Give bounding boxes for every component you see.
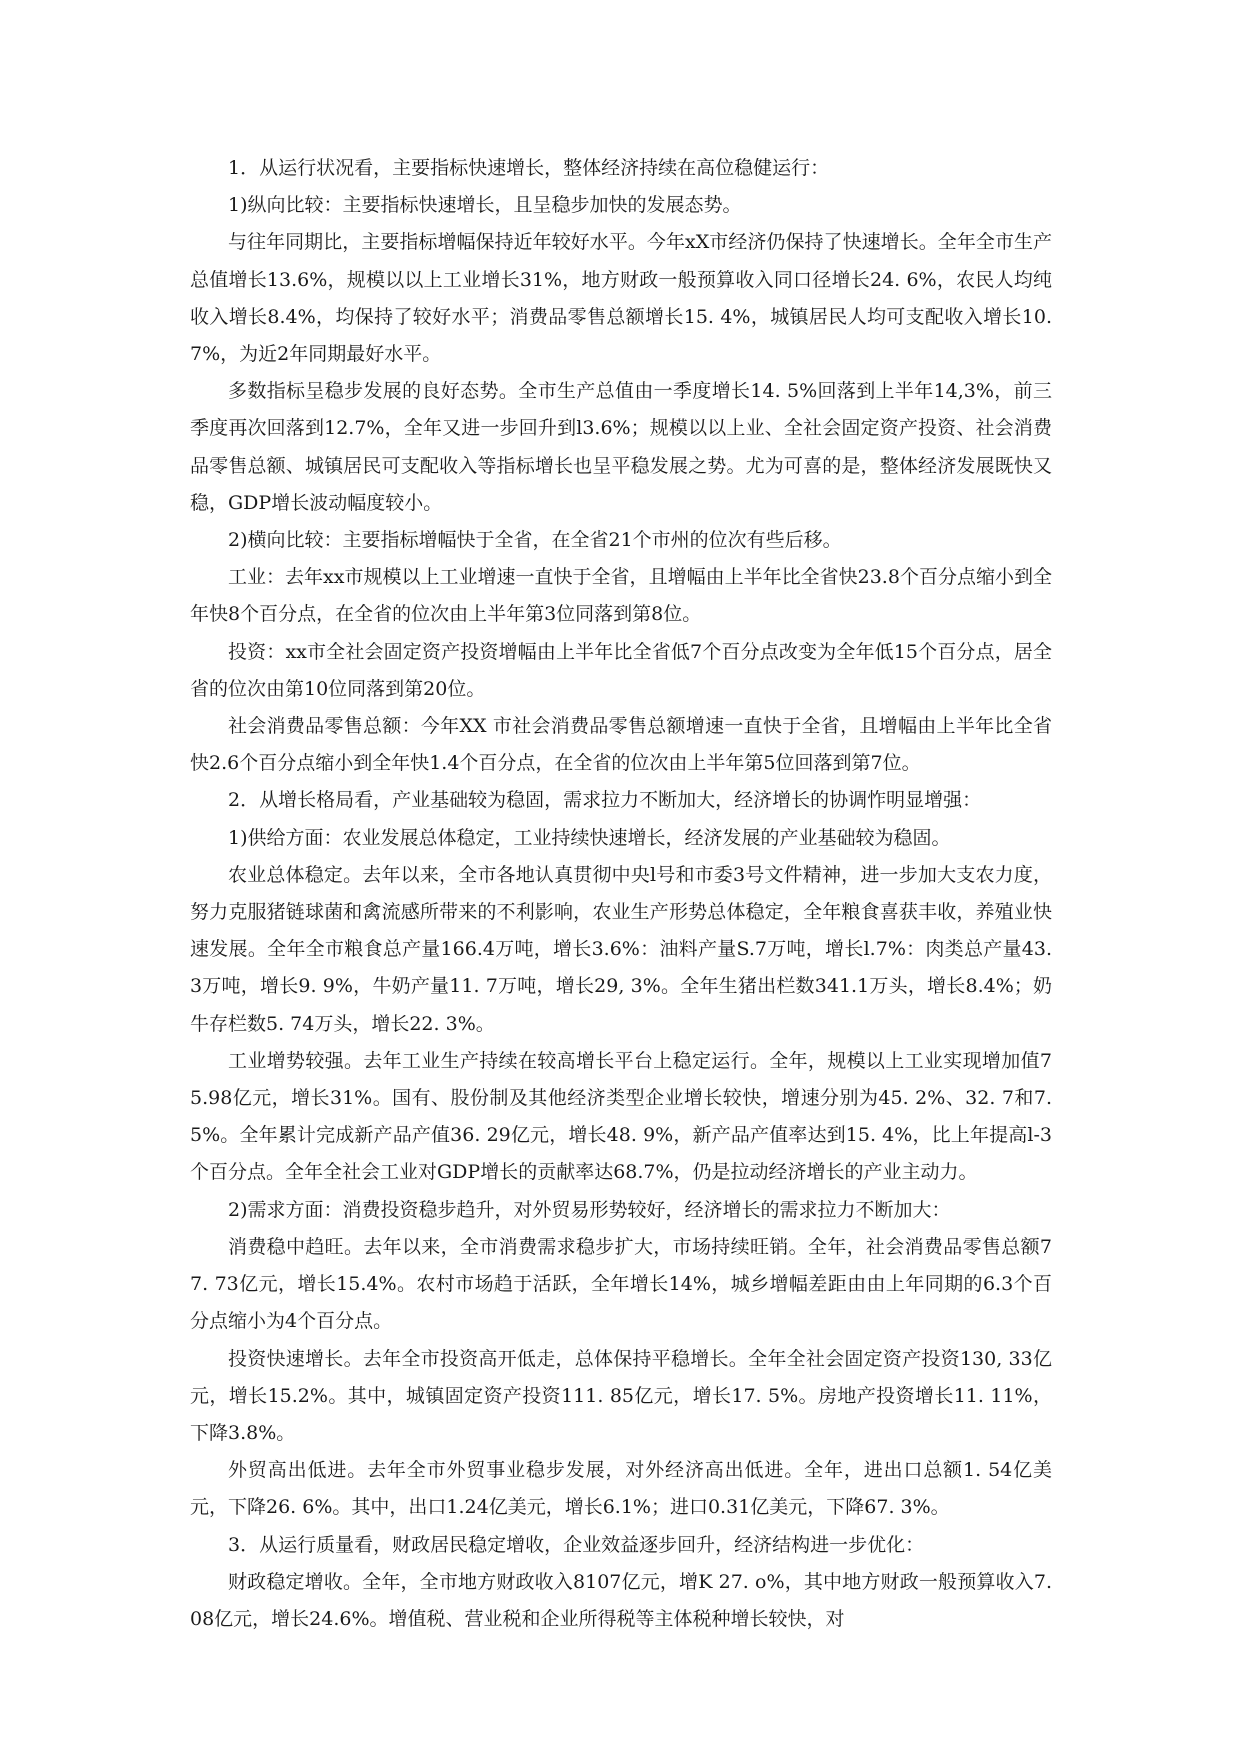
subsection-heading-supply: 1)供给方面：农业发展总体稳定，工业持续快速增长，经济发展的产业基础较为稳固。 [228, 826, 951, 849]
paragraph-investment: 投资快速增长。去年全市投资高开低走，总体保持平稳增长。全年全社会固定资产投资130, 33亿元，增长15.2%。其中，城镇固定资产投资111. 85亿元，增长17. 5%。房地产投资增长11. 11%，下降3.8%。 [190, 1347, 1052, 1444]
paragraph-consumption: 消费稳中趋旺。去年以来，全市消费需求稳步扩大，市场持续旺销。全年，社会消费品零售总额77. 73亿元，增长15.4%。农村市场趋于活跃，全年增长14%，城乡增幅差距由由上年同期的6.3个百分点缩小为4个百分点。 [190, 1235, 1052, 1333]
subsection-heading-horizontal-comparison: 2)横向比较：主要指标增幅快于全省，在全省21个市州的位次有些后移。 [228, 529, 842, 552]
paragraph-fiscal-revenue: 财政稳定增收。全年，全市地方财政收入8107亿元，增K 27. o%，其中地方财政一般预算收入7. 08亿元，增长24.6%。增值税、营业税和企业所得税等主体税种增长较快，对 [190, 1570, 1052, 1630]
paragraph-industry-comparison: 工业：去年xx市规模以上工业增速一直快于全省，且增幅由上半年比全省快23.8个百分点缩小到全年快8个百分点，在全省的位次由上半年第3位同落到第8位。 [190, 566, 1052, 626]
paragraph-steady-trend: 多数指标呈稳步发展的良好态势。全市生产总值由一季度增长14. 5%回落到上半年14,3%，前三季度再次回落到12.7%，全年又进一步回升到l3.6%；规模以以上业、全社会固定资产投资、社会消费品零售总额、城镇居民可支配收入等指标增长也呈平稳发展之势。尤为可喜的是，整体经济发展既快又稳，GDP增长波动幅度较小。 [190, 380, 1052, 514]
section-heading-1: 1．从运行状况看，主要指标快速增长，整体经济持续在高位稳健运行： [228, 157, 830, 179]
paragraph-retail-comparison: 社会消费品零售总额：今年XX 市社会消费品零售总额增速一直快于全省，且增幅由上半年比全省快2.6个百分点缩小到全年快1.4个百分点，在全省的位次由上半年第5位回落到第7位。 [190, 715, 1052, 775]
section-heading-3: 3．从运行质量看，财政居民稳定增收，企业效益逐步回升，经济结构进一步优化： [228, 1533, 925, 1556]
section-heading-2: 2．从增长格局看，产业基础较为稳固，需求拉力不断加大，经济增长的协调怍明显增强： [228, 789, 982, 812]
document-body [190, 150, 1052, 1638]
paragraph-agriculture: 农业总体稳定。去年以来，全市各地认真贯彻中央l号和市委3号文件精神，进一步加大支农力度，努力克服猪链球菌和禽流感所带来的不利影响，农业生产形势总体稳定，全年粮食喜获丰收，养殖业快速发展。全年全市粮食总产量166.4万吨，增长3.6%：油料产量S.7万吨，增长l.7%：肉类总产量43.3万吨，增长9. 9%，牛奶产量11. 7万吨，增长29, 3%。全年生猪出栏数341.1万头，增长8.4%；奶牛存栏数5. 74万头，增长22. 3%。 [190, 863, 1052, 1035]
paragraph-investment-comparison: 投资：xx市全社会固定资产投资增幅由上半年比全省低7个百分点改变为全年低15个百分点，居全省的位次由第10位同落到第20位。 [190, 640, 1052, 700]
subsection-heading-demand: 2)需求方面：消费投资稳步趋升，对外贸易形势较好，经济增长的需求拉力不断加大： [228, 1198, 951, 1221]
paragraph-foreign-trade: 外贸高出低进。去年全市外贸事业稳步发展，对外经济高出低进。全年，进出口总额1. 54亿美元，下降26. 6%。其中，出口1.24亿美元，增长6.1%；进口0.31亿美元，下降67. 3%。 [190, 1459, 1052, 1519]
paragraph-industry: 工业增势较强。去年工业生产持续在较高增长平台上稳定运行。全年，规模以上工业实现增加值75.98亿元，增长31%。国有、股份制及其他经济类型企业增长较快，增速分别为45. 2%、32. 7和7. 5%。全年累计完成新产品产值36. 29亿元，增长48. 9%，新产品产值率达到15. 4%，比上年提高l-3个百分点。全年全社会工业对GDP增长的贡献率达68.7%，仍是拉动经济增长的产业主动力。 [190, 1049, 1052, 1184]
subsection-heading-vertical-comparison: 1)纵向比较：主要指标快速增长，且呈稳步加快的发展态势。 [228, 194, 742, 217]
paragraph-year-over-year: 与往年同期比，主要指标增幅保持近年较好水平。今年xX市经济仍保持了快速增长。全年全市生产总值增长13.6%，规模以以上工业增长31%，地方财政一般预算收入同口径增长24. 6%，农民人均纯收入增长8.4%，均保持了较好水平；消费品零售总额增长15. 4%，城镇居民人均可支配收入增长10. 7%，为近2年同期最好水平。 [190, 231, 1052, 366]
